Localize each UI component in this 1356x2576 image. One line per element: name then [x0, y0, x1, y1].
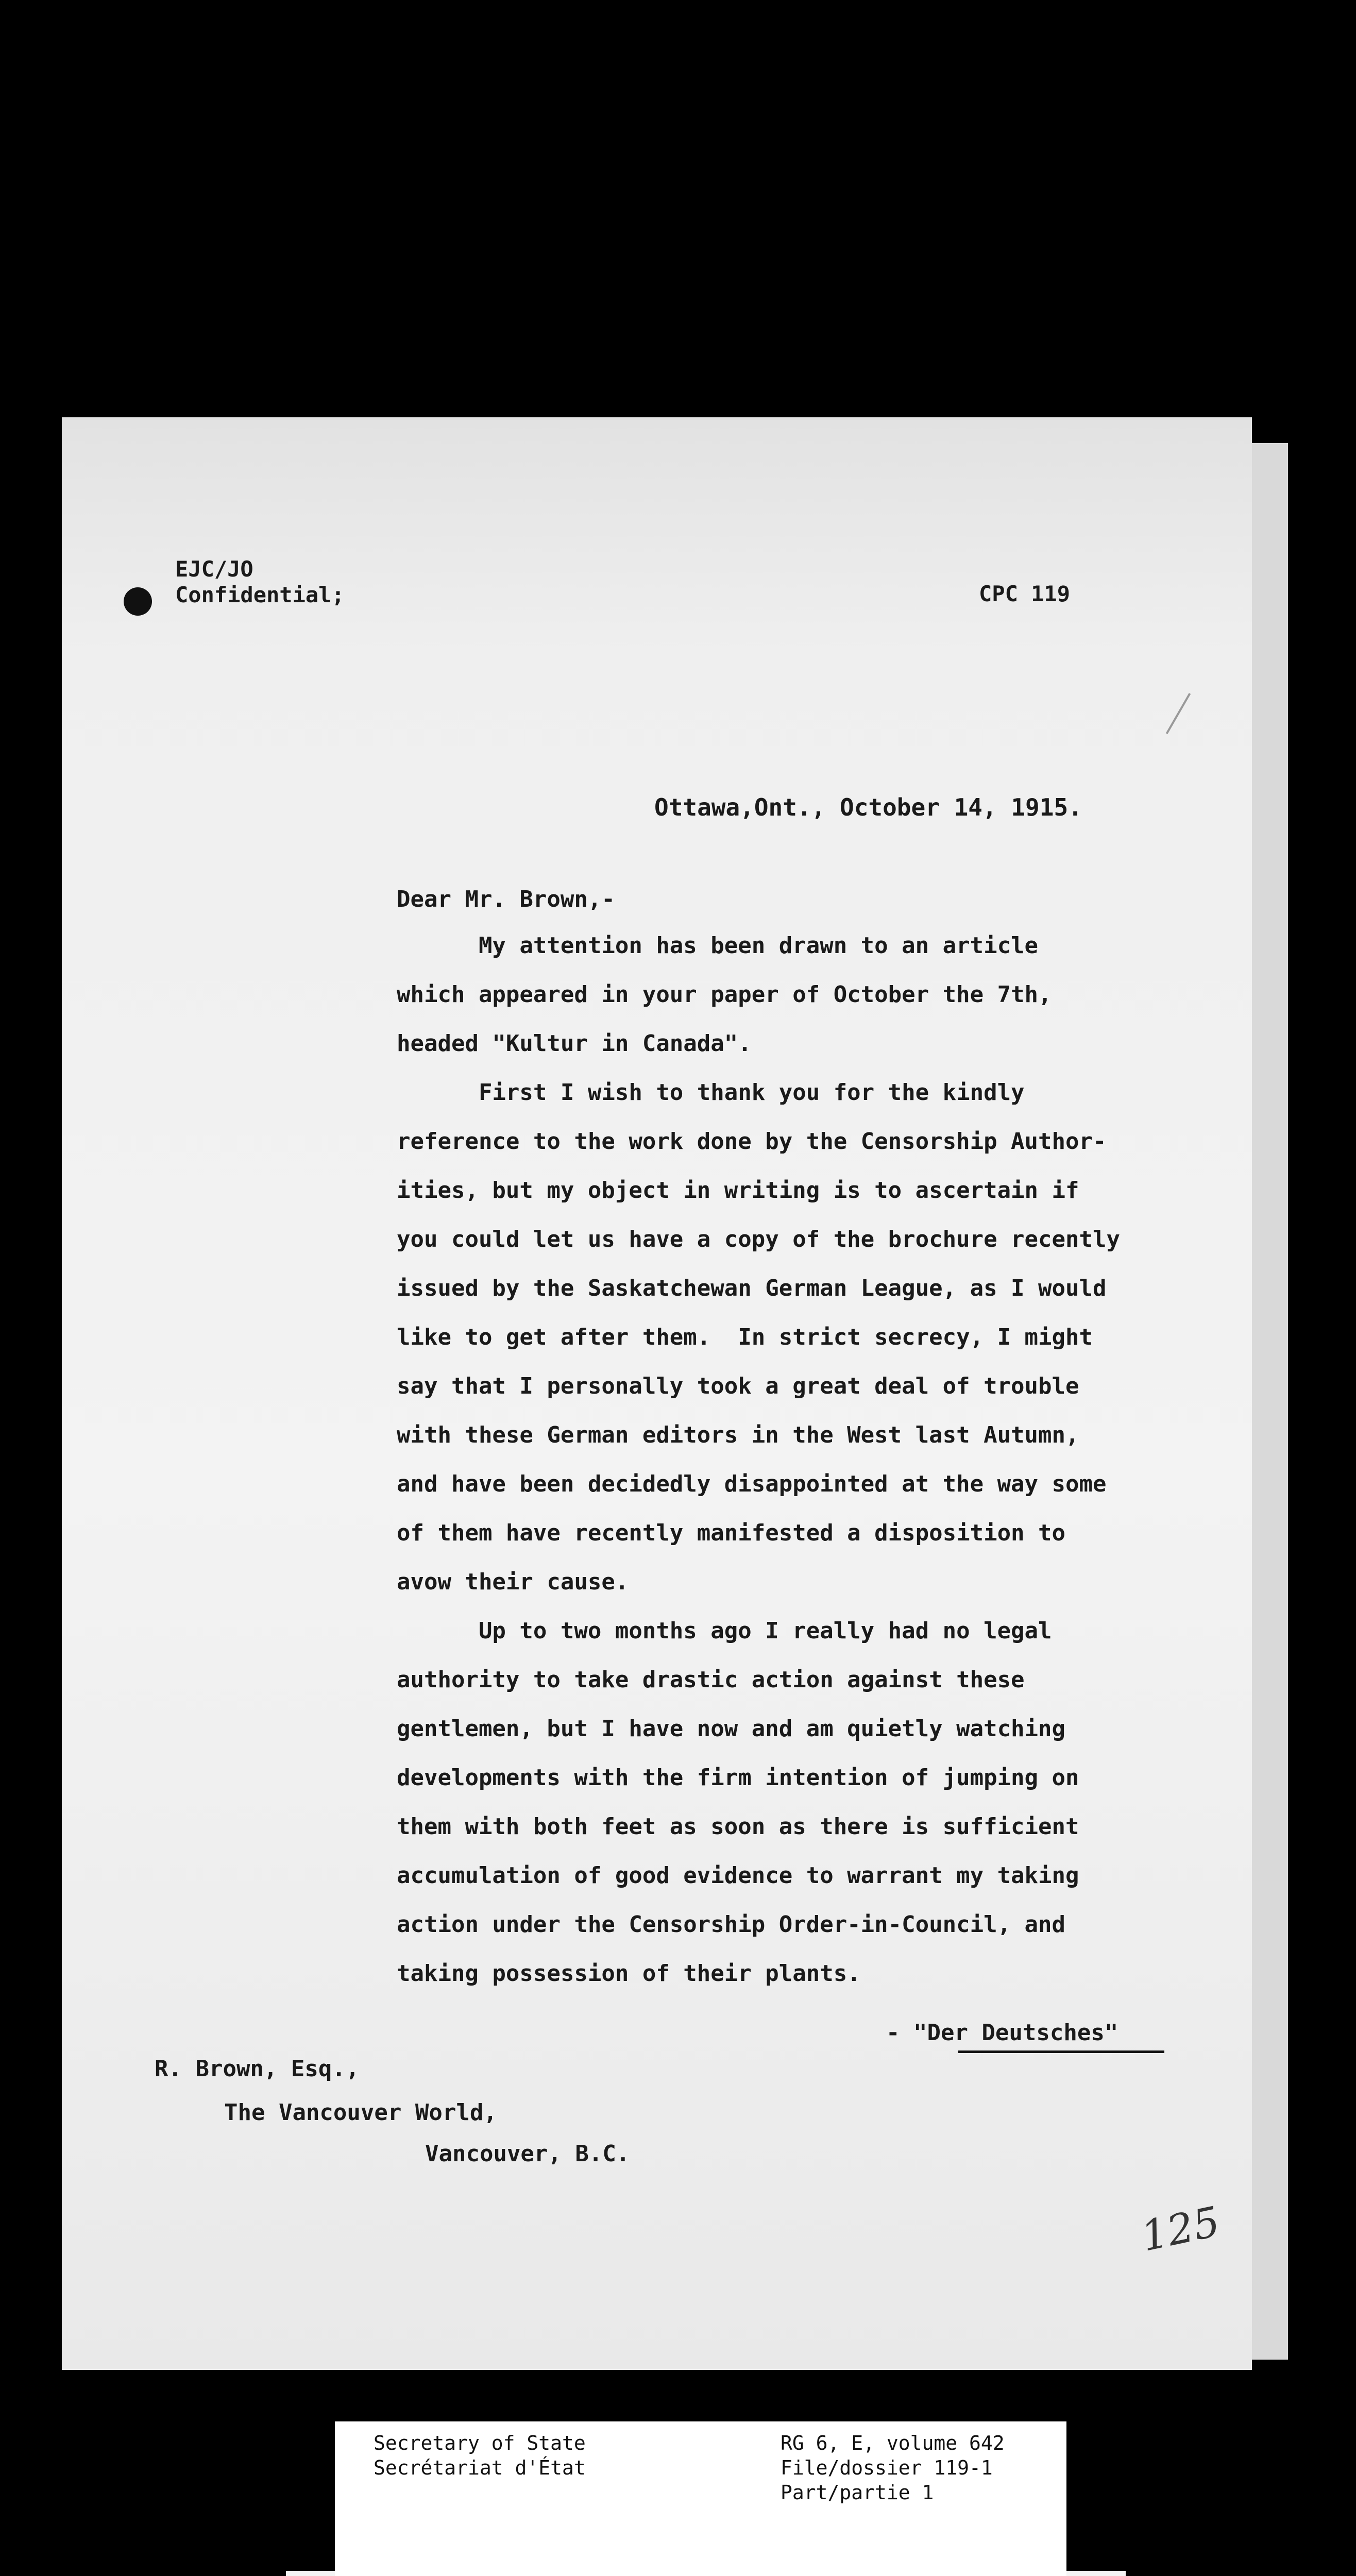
body-line: with these German editors in the West last Autumn,: [397, 1422, 1079, 1448]
stamp-notch-right: [1126, 2571, 1164, 2576]
body-line: which appeared in your paper of October the 7th,: [397, 981, 1052, 1008]
body-line: issued by the Saskatchewan German League, as I would: [397, 1275, 1107, 1301]
closing-underline: [958, 2050, 1164, 2053]
addressee-organization: The Vancouver World,: [224, 2099, 497, 2126]
body-line: avow their cause.: [397, 1569, 629, 1595]
stamp-notch-left: [180, 2571, 286, 2576]
ink-blot: [124, 587, 152, 616]
body-line: reference to the work done by the Censorship Author-: [397, 1128, 1107, 1155]
label-record-group: RG 6, E, volume 642: [781, 2432, 1005, 2454]
label-part-number: Part/partie 1: [781, 2481, 934, 2504]
body-line: and have been decidedly disappointed at the way some: [397, 1471, 1107, 1497]
body-line: action under the Censorship Order-in-Council, and: [397, 1911, 1066, 1938]
label-department-fr: Secrétariat d'État: [374, 2456, 586, 2479]
handwritten-page-number: 125: [1137, 2197, 1224, 2261]
reference-initials: EJC/JO: [175, 556, 253, 582]
body-line: of them have recently manifested a disposition to: [397, 1520, 1066, 1546]
body-line: gentlemen, but I have now and am quietly watching: [397, 1716, 1066, 1742]
label-file-number: File/dossier 119-1: [781, 2456, 993, 2479]
closing-line: - "Der Deutsches": [886, 2020, 1118, 2046]
addressee-city: Vancouver, B.C.: [425, 2141, 630, 2167]
label-department-en: Secretary of State: [374, 2432, 586, 2454]
file-code: CPC 119: [979, 581, 1071, 606]
label-card-extension: [335, 2571, 1066, 2576]
addressee-name: R. Brown, Esq.,: [155, 2056, 360, 2082]
body-line: you could let us have a copy of the brochure recently: [397, 1226, 1120, 1252]
body-line: headed "Kultur in Canada".: [397, 1030, 752, 1057]
body-line: Up to two months ago I really had no legal: [397, 1618, 1052, 1644]
body-line: developments with the firm intention of jumping on: [397, 1765, 1079, 1791]
salutation: Dear Mr. Brown,-: [397, 886, 615, 912]
body-line: authority to take drastic action against these: [397, 1667, 1025, 1693]
body-line: ities, but my object in writing is to ascertain if: [397, 1177, 1079, 1204]
dateline: Ottawa,Ont., October 14, 1915.: [654, 793, 1082, 821]
body-line: My attention has been drawn to an article: [397, 933, 1039, 959]
body-line: First I wish to thank you for the kindly: [397, 1079, 1025, 1106]
body-line: say that I personally took a great deal of trouble: [397, 1373, 1079, 1399]
body-line: taking possession of their plants.: [397, 1960, 861, 1987]
body-line: accumulation of good evidence to warrant my taking: [397, 1862, 1079, 1889]
body-line: like to get after them. In strict secrecy, I might: [397, 1324, 1093, 1350]
classification-label: Confidential;: [175, 582, 345, 607]
body-line: them with both feet as soon as there is sufficient: [397, 1814, 1079, 1840]
